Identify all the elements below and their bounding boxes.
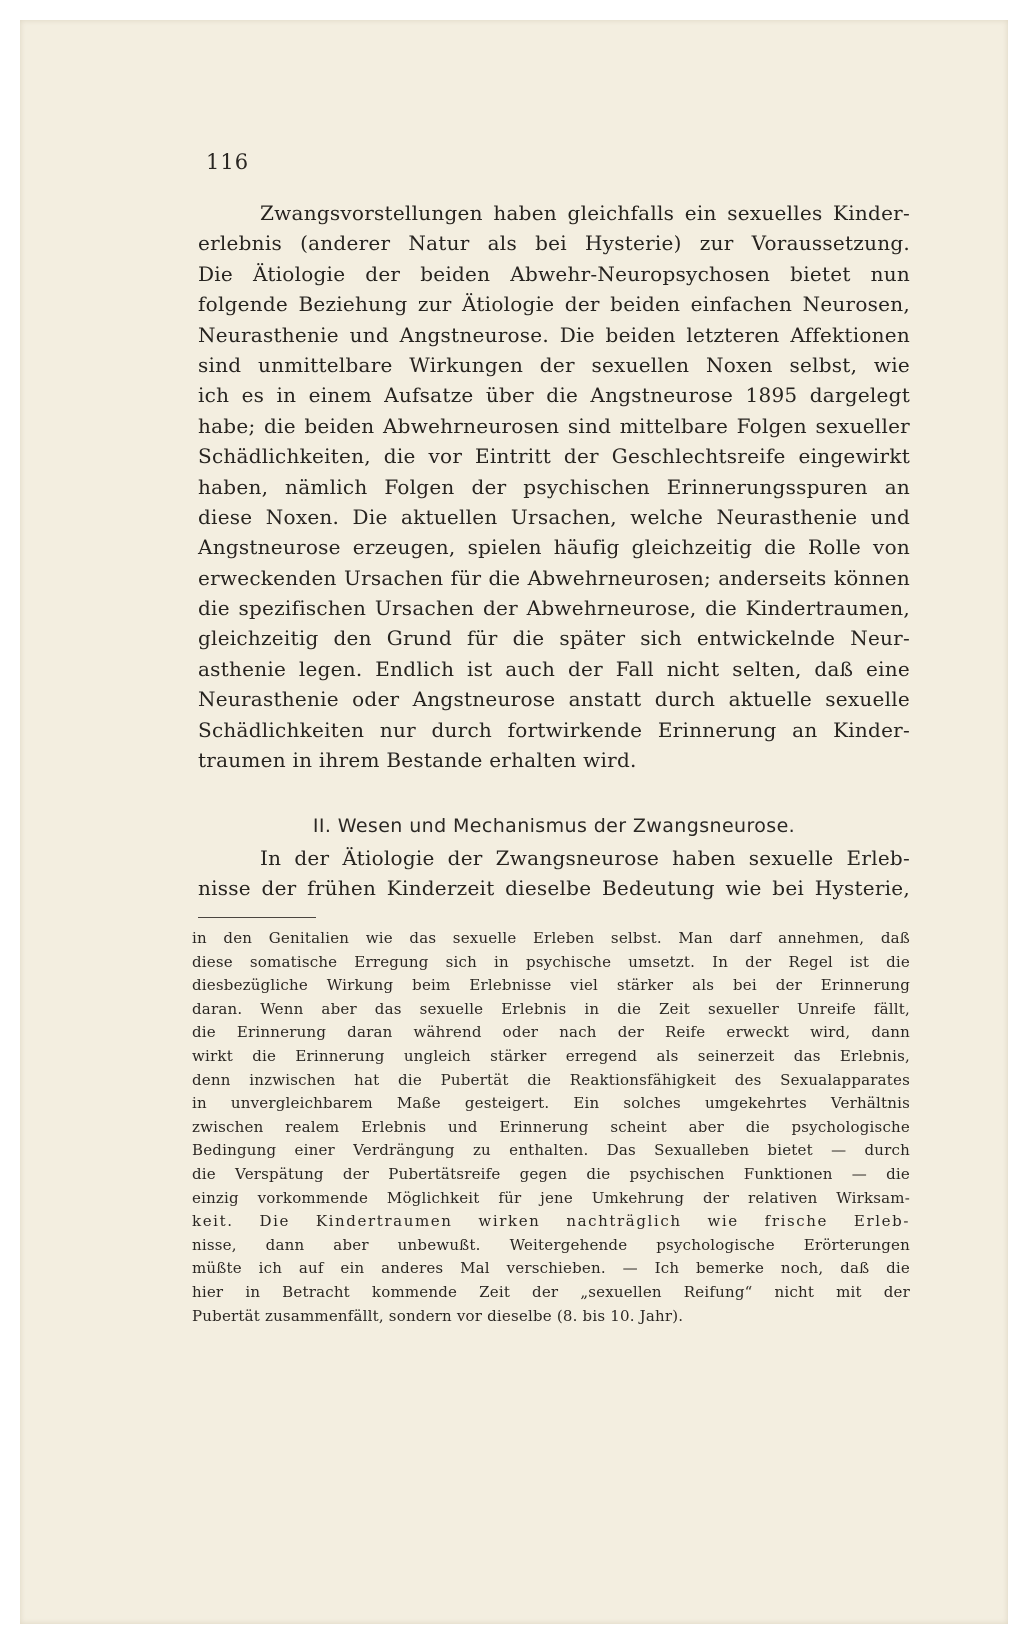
text-line: habe; die beiden Abwehrneurosen sind mittelbare Folgen sexueller <box>198 413 910 438</box>
text-line: ich es in einem Aufsatze über die Angstneurose 1895 dargelegt <box>198 383 910 408</box>
text-line: folgende Beziehung zur Ätiologie der beiden einfachen Neurosen, <box>198 292 910 317</box>
footnote-line: hier in Betracht kommende Zeit der „sexuellen Reifung“ nicht mit der <box>192 1282 910 1301</box>
text-line: gleichzeitig den Grund für die später sich entwickelnde Neur- <box>198 626 910 651</box>
text-line: Schädlichkeiten, die vor Eintritt der Geschlechtsreife eingewirkt <box>198 444 910 469</box>
text-line: Angstneurose erzeugen, spielen häufig gleichzeitig die Rolle von <box>198 535 910 560</box>
text-line: In der Ätiologie der Zwangsneurose haben sexuelle Erleb- <box>260 846 910 870</box>
footnote-line: in den Genitalien wie das sexuelle Erleben selbst. Man darf annehmen, daß <box>192 929 910 947</box>
text-line: Schädlichkeiten nur durch fortwirkende Erinnerung an Kinder- <box>198 717 910 742</box>
text-line: sind unmittelbare Wirkungen der sexuellen Noxen selbst, wie <box>198 352 910 377</box>
text-line: Zwangsvorstellungen haben gleichfalls ein sexuelles Kinder- <box>260 201 910 225</box>
section-heading: II. Wesen und Mechanismus der Zwangsneurose. <box>312 815 796 837</box>
footnote-line: wirkt die Erinnerung ungleich stärker erregend als seinerzeit das Erlebnis, <box>192 1046 910 1065</box>
footnote-line: zwischen realem Erlebnis und Erinnerung scheint aber die psychologische <box>192 1117 910 1136</box>
footnote-line: denn inzwischen hat die Pubertät die Reaktionsfähigkeit des Sexualapparates <box>192 1070 910 1089</box>
footnote-line: in unvergleichbarem Maße gesteigert. Ein solches umgekehrtes Verhältnis <box>192 1094 910 1113</box>
text-line: nisse der frühen Kinderzeit dieselbe Bedeutung wie bei Hysterie, <box>198 876 910 901</box>
text-line: haben, nämlich Folgen der psychischen Erinnerungsspuren an <box>198 474 910 499</box>
footnote-line: nisse, dann aber unbewußt. Weitergehende psychologische Erörterungen <box>192 1235 910 1254</box>
footnote-line: diesbezügliche Wirkung beim Erlebnisse viel stärker als bei der Erinnerung <box>192 976 910 995</box>
text-line: diese Noxen. Die aktuellen Ursachen, welche Neurasthenie und <box>198 504 910 529</box>
footnote-line: keit. Die Kindertraumen wirken nachträglich wie frische Erleb- <box>192 1212 910 1231</box>
footnote-line: Bedingung einer Verdrängung zu enthalten. Das Sexualleben bietet — durch <box>192 1141 910 1160</box>
footnote-line: daran. Wenn aber das sexuelle Erlebnis in die Zeit sexueller Unreife fällt, <box>192 999 910 1018</box>
text-line: asthenie legen. Endlich ist auch der Fall nicht selten, daß eine <box>198 656 910 681</box>
footnote-line: die Erinnerung daran während oder nach der Reife erweckt wird, dann <box>192 1023 910 1042</box>
text-line: traumen in ihrem Bestande erhalten wird. <box>198 748 637 773</box>
text-line: erlebnis (anderer Natur als bei Hysterie) zur Voraussetzung. <box>198 231 910 256</box>
main-paragraph <box>198 198 910 775</box>
footnote-divider <box>198 917 316 918</box>
text-line: Neurasthenie oder Angstneurose anstatt durch aktuelle sexuelle <box>198 687 910 712</box>
footnote-line: müßte ich auf ein anderes Mal verschieben. — Ich bemerke noch, daß die <box>192 1259 910 1278</box>
text-line: Neurasthenie und Angstneurose. Die beiden letzteren Affektionen <box>198 322 910 347</box>
text-line: die spezifischen Ursachen der Abwehrneurose, die Kindertraumen, <box>198 596 910 621</box>
footnote-line: einzig vorkommende Möglichkeit für jene Umkehrung der relativen Wirksam- <box>192 1188 910 1207</box>
footnote-line: diese somatische Erregung sich in psychische umsetzt. In der Regel ist die <box>192 952 910 971</box>
text-line: erweckenden Ursachen für die Abwehrneurosen; anderseits können <box>198 565 910 590</box>
footnote-line: die Verspätung der Pubertätsreife gegen die psychischen Funktionen — die <box>192 1164 910 1183</box>
page-number: 116 <box>206 150 250 174</box>
footnote <box>192 927 910 1328</box>
text-line: Die Ätiologie der beiden Abwehr-Neuropsychosen bietet nun <box>198 261 910 286</box>
footnote-line: Pubertät zusammenfällt, sondern vor dieselbe (8. bis 10. Jahr). <box>192 1306 684 1325</box>
second-paragraph <box>198 843 910 904</box>
